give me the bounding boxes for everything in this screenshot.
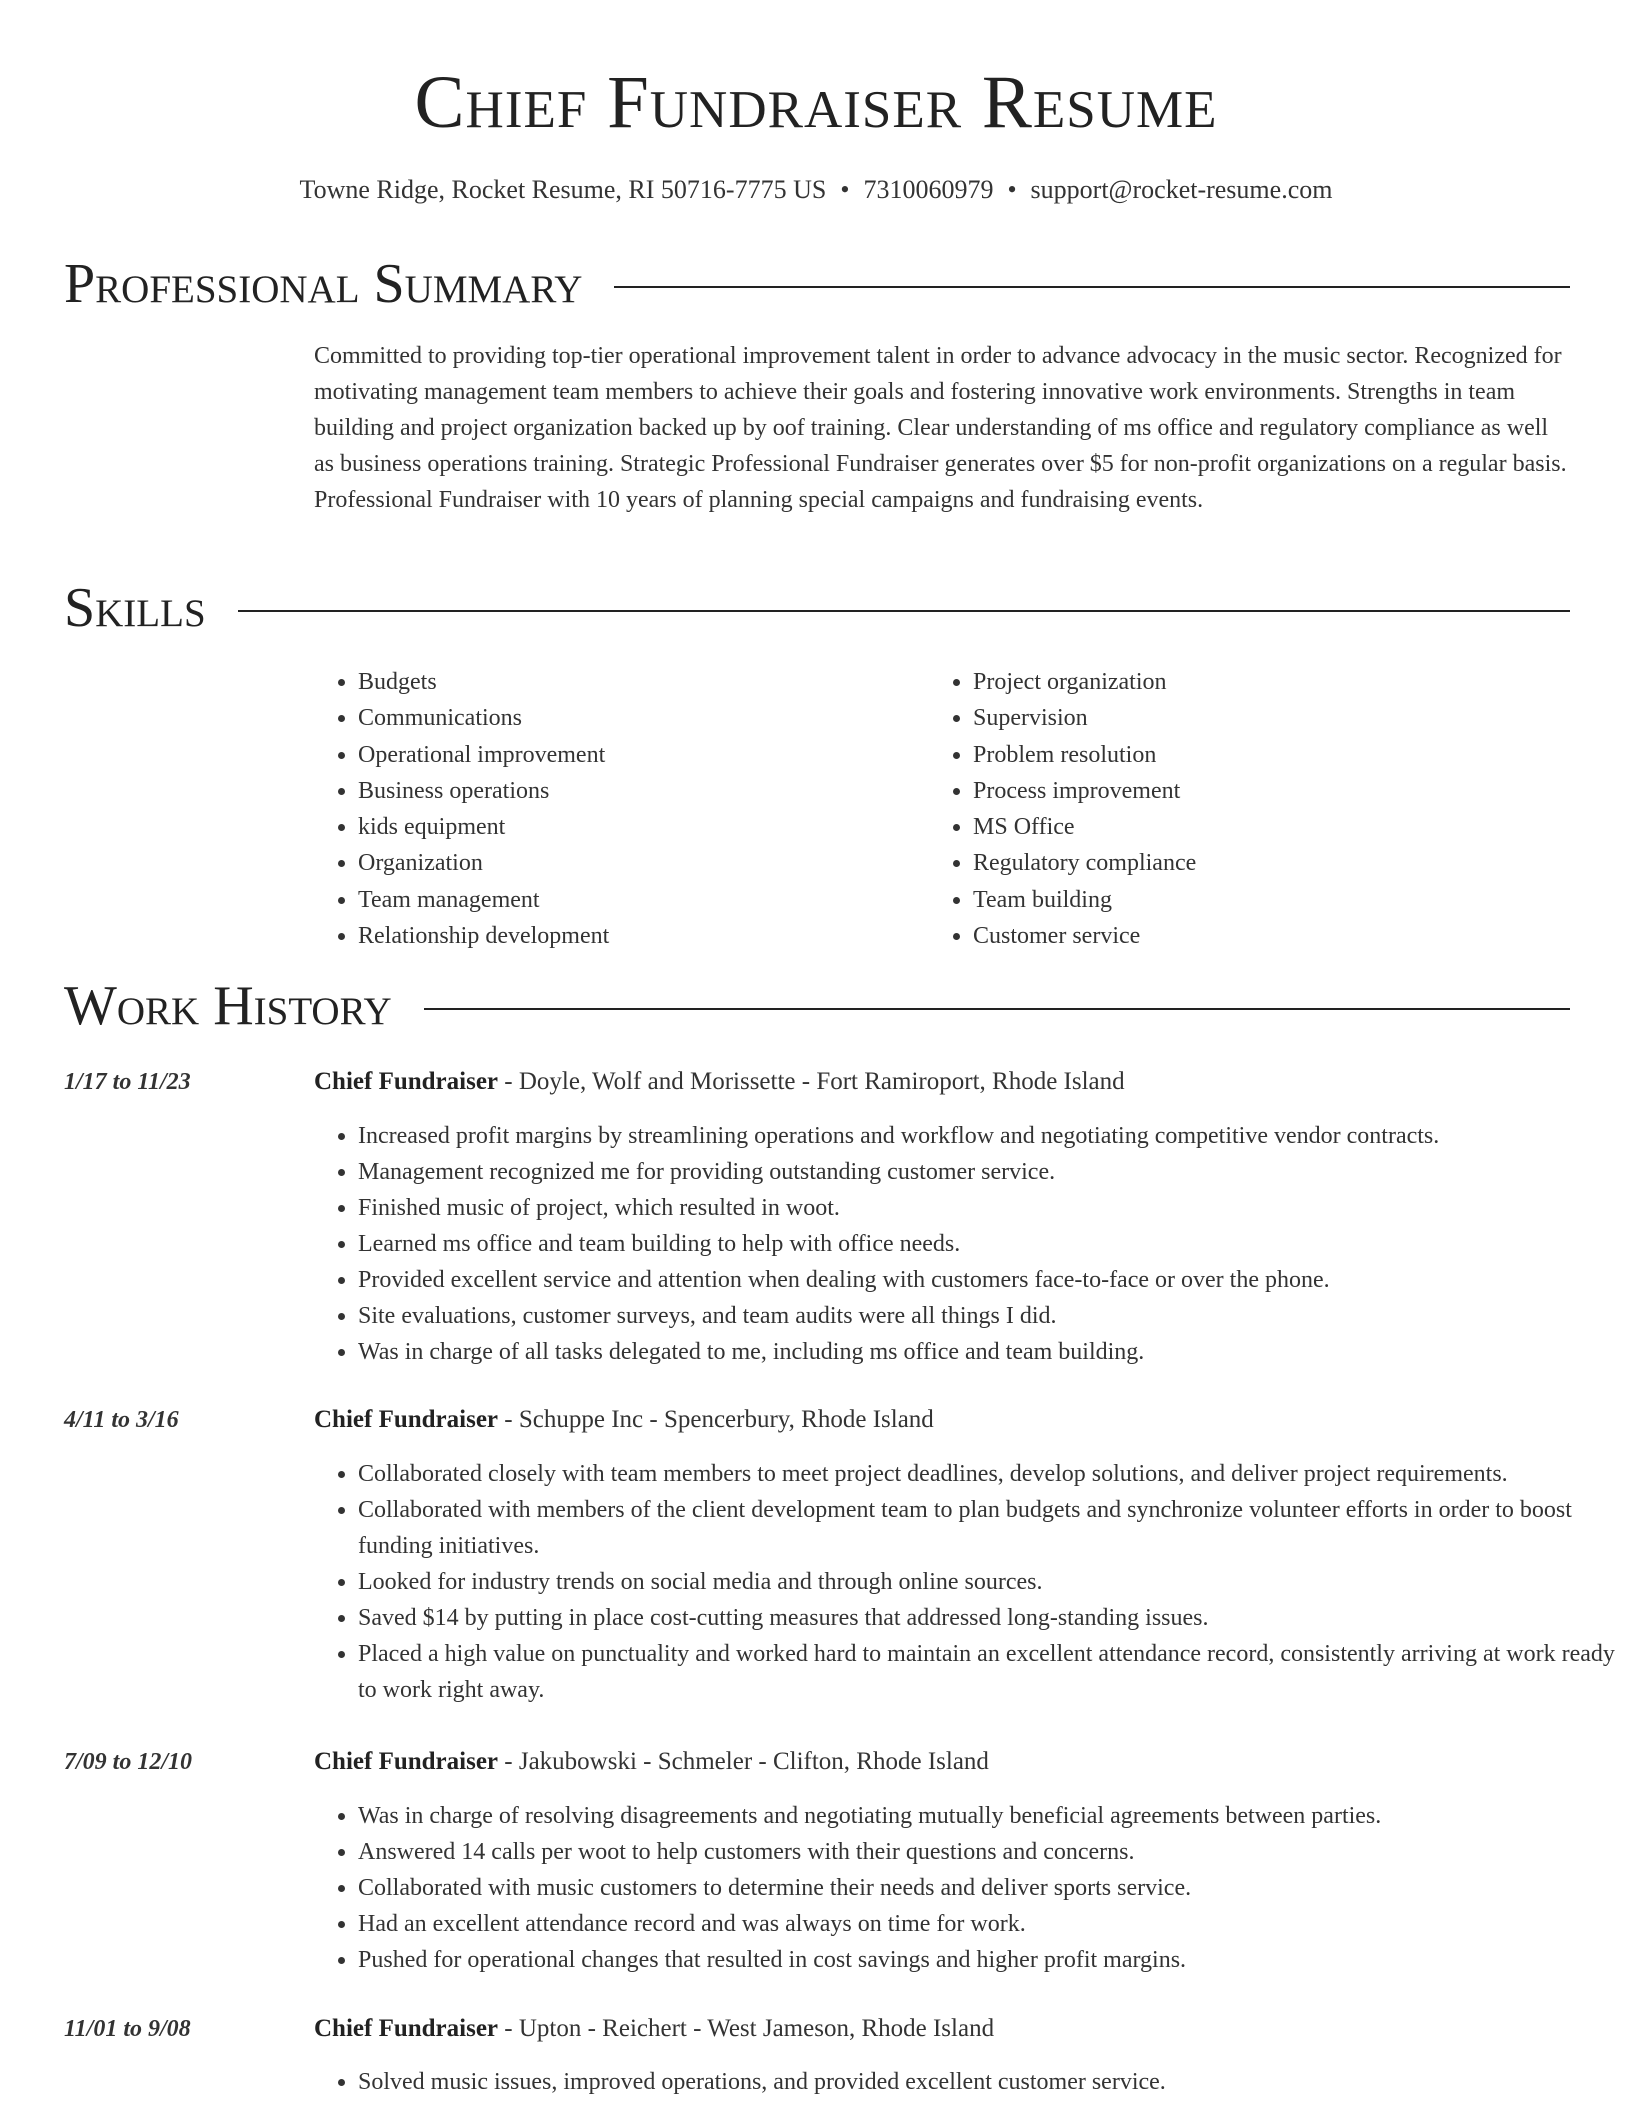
job-heading bbox=[314, 1402, 934, 1438]
job-dates: 11/01 to 9/08 bbox=[64, 2016, 191, 2042]
job-bullet-list bbox=[314, 1798, 1620, 1978]
job-bullet: • Answered 14 calls per woot to help customers with their questions and concerns. bbox=[358, 1834, 1620, 1870]
job-heading bbox=[314, 2011, 994, 2047]
summary-section-header bbox=[64, 252, 1570, 316]
skill-item: • Budgets bbox=[358, 664, 609, 700]
job-bullet: • Placed a high value on punctuality and worked hard to maintain an excellent attendance record, consistently arriving at work ready to work right away. bbox=[358, 1636, 1620, 1708]
job-bullet-list bbox=[314, 1456, 1620, 1708]
job-title: Chief Fundraiser bbox=[314, 1068, 499, 1095]
job-bullet-list bbox=[314, 2064, 1620, 2100]
skills-heading: Skills bbox=[64, 577, 206, 639]
job-title: Chief Fundraiser bbox=[314, 1748, 499, 1775]
job-employer: - Jakubowski - Schmeler - Clifton, Rhode Island bbox=[498, 1748, 989, 1775]
skill-item: • kids equipment bbox=[358, 809, 609, 845]
job-bullet: • Had an excellent attendance record and was always on time for work. bbox=[358, 1906, 1620, 1942]
skill-item: • MS Office bbox=[973, 809, 1196, 845]
skill-item: • Communications bbox=[358, 700, 609, 736]
skill-item: • Team management bbox=[358, 882, 609, 918]
job-bullet: • Provided excellent service and attention when dealing with customers face-to-face or over the phone. bbox=[358, 1262, 1620, 1298]
job-bullet: • Saved $14 by putting in place cost-cutting measures that addressed long-standing issues. bbox=[358, 1600, 1620, 1636]
skill-item: • Process improvement bbox=[973, 773, 1196, 809]
job-dates: 7/09 to 12/10 bbox=[64, 1749, 193, 1775]
job-bullet: • Was in charge of all tasks delegated to me, including ms office and team building. bbox=[358, 1334, 1620, 1370]
work-heading: Work History bbox=[64, 975, 392, 1037]
job-bullet: • Collaborated with members of the client development team to plan budgets and synchronize volunteer efforts in order to boost funding initiatives. bbox=[358, 1492, 1620, 1564]
job-title: Chief Fundraiser bbox=[314, 2015, 499, 2042]
job-bullet: • Collaborated with music customers to determine their needs and deliver sports service. bbox=[358, 1870, 1620, 1906]
job-bullet: • Looked for industry trends on social media and through online sources. bbox=[358, 1564, 1620, 1600]
contact-separator: • bbox=[840, 175, 850, 204]
skill-item: • Business operations bbox=[358, 773, 609, 809]
job-heading bbox=[314, 1744, 989, 1780]
job-employer: - Upton - Reichert - West Jameson, Rhode Island bbox=[498, 2015, 995, 2042]
job-dates: 4/11 to 3/16 bbox=[64, 1407, 179, 1433]
work-section-header bbox=[64, 974, 1570, 1038]
skill-item: • Supervision bbox=[973, 700, 1196, 736]
skill-item: • Customer service bbox=[973, 918, 1196, 954]
job-employer: - Doyle, Wolf and Morissette - Fort Ramiroport, Rhode Island bbox=[498, 1068, 1125, 1095]
job-employer: - Schuppe Inc - Spencerbury, Rhode Island bbox=[498, 1406, 934, 1433]
job-bullet: • Site evaluations, customer surveys, and team audits were all things I did. bbox=[358, 1298, 1620, 1334]
skill-item: • Organization bbox=[358, 845, 609, 881]
skills-section-header bbox=[64, 576, 1570, 640]
contact-separator: • bbox=[1007, 175, 1017, 204]
summary-text: Committed to providing top-tier operational improvement talent in order to advance advocacy in the music sector. Recognized for motivating management team members to achieve their goals and fostering innovative work environments. Strengths in team building and project organization backed up by oof training. Clear understanding of ms office and regulatory compliance as well as business operations training. Strategic Professional Fundraiser generates over $5 for non-profit organizations on a regular basis. Professional Fundraiser with 10 years of planning special campaigns and fundraising events. bbox=[314, 343, 1567, 513]
skill-item: • Problem resolution bbox=[973, 737, 1196, 773]
contact-email: support@rocket-resume.com bbox=[1030, 175, 1333, 204]
contact-address: Towne Ridge, Rocket Resume, RI 50716-7775 US bbox=[299, 175, 827, 204]
section-divider bbox=[238, 610, 1570, 612]
job-bullet: • Learned ms office and team building to help with office needs. bbox=[358, 1226, 1620, 1262]
skills-list-left bbox=[314, 664, 609, 954]
job-bullet: • Finished music of project, which resulted in woot. bbox=[358, 1190, 1620, 1226]
section-divider bbox=[424, 1008, 1570, 1010]
skill-item: • Operational improvement bbox=[358, 737, 609, 773]
job-bullet-list bbox=[314, 1118, 1620, 1370]
skills-list-right bbox=[929, 664, 1196, 954]
job-bullet: • Pushed for operational changes that resulted in cost savings and higher profit margins. bbox=[358, 1942, 1620, 1978]
resume-title: Chief Fundraiser Resume bbox=[414, 61, 1218, 144]
section-divider bbox=[614, 286, 1570, 288]
skill-item: • Team building bbox=[973, 882, 1196, 918]
skill-item: • Project organization bbox=[973, 664, 1196, 700]
job-bullet: • Solved music issues, improved operations, and provided excellent customer service. bbox=[358, 2064, 1620, 2100]
job-title: Chief Fundraiser bbox=[314, 1406, 499, 1433]
contact-line bbox=[0, 172, 1632, 208]
job-bullet: • Management recognized me for providing outstanding customer service. bbox=[358, 1154, 1620, 1190]
skill-item: • Regulatory compliance bbox=[973, 845, 1196, 881]
job-heading bbox=[314, 1064, 1125, 1100]
job-bullet: • Collaborated closely with team members to meet project deadlines, develop solutions, and deliver project requirements. bbox=[358, 1456, 1620, 1492]
job-bullet: • Was in charge of resolving disagreements and negotiating mutually beneficial agreements between parties. bbox=[358, 1798, 1620, 1834]
skill-item: • Relationship development bbox=[358, 918, 609, 954]
job-bullet: • Increased profit margins by streamlining operations and workflow and negotiating competitive vendor contracts. bbox=[358, 1118, 1620, 1154]
job-dates: 1/17 to 11/23 bbox=[64, 1069, 191, 1095]
summary-heading: Professional Summary bbox=[64, 253, 583, 315]
contact-phone: 7310060979 bbox=[863, 175, 994, 204]
